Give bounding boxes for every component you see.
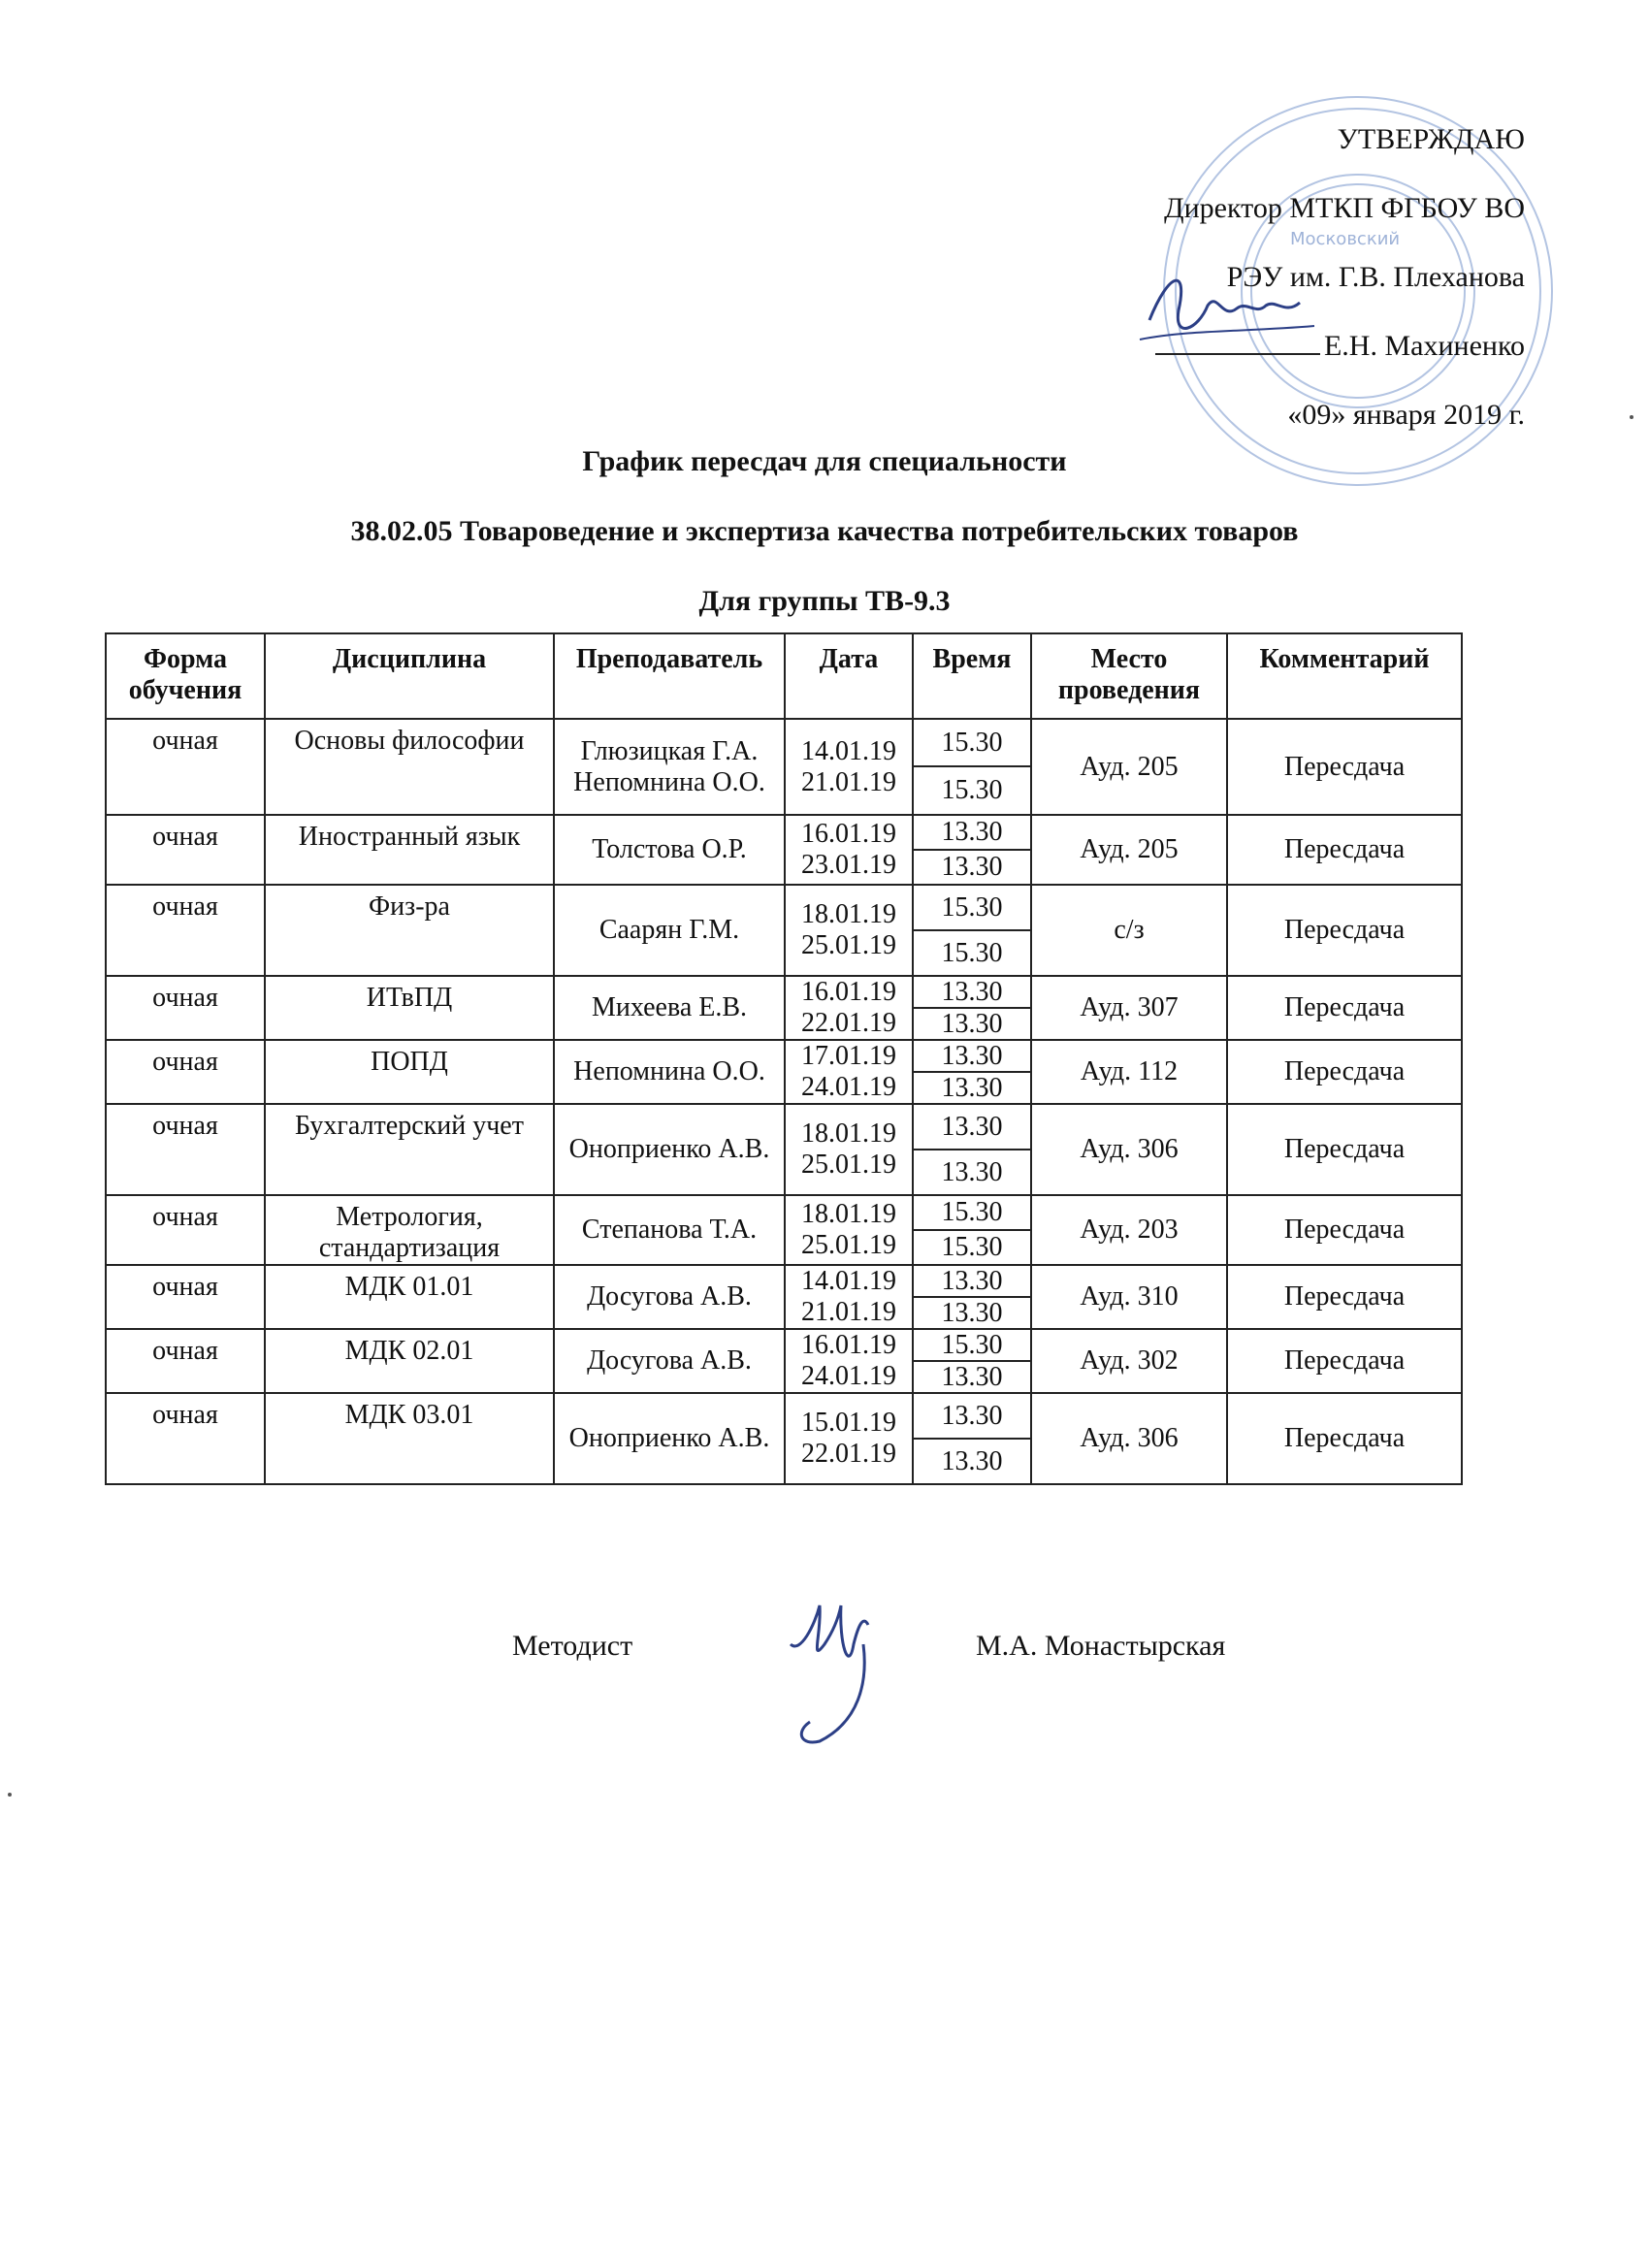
cell-time: 13.30 — [913, 1265, 1031, 1297]
cell-date — [785, 719, 913, 815]
date-first: 18.01.19 — [801, 1199, 896, 1229]
cell-date — [785, 1040, 913, 1104]
cell-teacher: Досугова А.В. — [554, 1265, 785, 1329]
cell-time: 13.30 — [913, 1104, 1031, 1150]
cell-form: очная — [106, 885, 265, 976]
column-header: Дата — [785, 633, 913, 719]
specialty-title: 38.02.05 Товароведение и экспертиза качества потребительских товаров — [350, 515, 1299, 547]
cell-discipline: Иностранный язык — [265, 815, 554, 885]
cell-teacher: Оноприенко А.В. — [554, 1393, 785, 1484]
date-second: 25.01.19 — [801, 930, 896, 960]
date-first: 18.01.19 — [801, 1118, 896, 1149]
column-header: Место проведения — [1031, 633, 1227, 719]
date-first: 16.01.19 — [801, 819, 896, 849]
cell-form: очная — [106, 1393, 265, 1484]
cell-discipline: ПОПД — [265, 1040, 554, 1104]
cell-teacher: Непомнина О.О. — [554, 1040, 785, 1104]
cell-comment: Пересдача — [1227, 885, 1462, 976]
date-first: 16.01.19 — [801, 977, 896, 1007]
cell-discipline: МДК 02.01 — [265, 1329, 554, 1393]
cell-teacher: Толстова О.Р. — [554, 815, 785, 885]
methodist-signature — [781, 1586, 907, 1751]
cell-discipline: Метрология, стандартизация — [265, 1195, 554, 1265]
cell-form: очная — [106, 1104, 265, 1195]
cell-time: 13.30 — [913, 976, 1031, 1008]
cell-date — [785, 1195, 913, 1265]
column-header: Время — [913, 633, 1031, 719]
cell-date — [785, 1265, 913, 1329]
cell-place: Ауд. 307 — [1031, 976, 1227, 1040]
cell-discipline: ИТвПД — [265, 976, 554, 1040]
cell-time: 13.30 — [913, 1361, 1031, 1393]
cell-time: 13.30 — [913, 850, 1031, 885]
cell-place: Ауд. 306 — [1031, 1393, 1227, 1484]
cell-date — [785, 1329, 913, 1393]
cell-teacher: Глюзицкая Г.А. Непомнина О.О. — [554, 719, 785, 815]
scan-speck — [8, 1793, 12, 1797]
approval-signer-name: Е.Н. Махиненко — [1323, 330, 1525, 362]
document-titles — [0, 427, 1649, 636]
cell-comment: Пересдача — [1227, 815, 1462, 885]
cell-comment: Пересдача — [1227, 719, 1462, 815]
table-row — [106, 1393, 1462, 1439]
cell-discipline: Физ-ра — [265, 885, 554, 976]
cell-time: 15.30 — [913, 885, 1031, 930]
cell-place: с/з — [1031, 885, 1227, 976]
cell-place: Ауд. 306 — [1031, 1104, 1227, 1195]
table-row — [106, 815, 1462, 850]
date-first: 17.01.19 — [801, 1041, 896, 1071]
approval-date: «09» января 2019 г. — [1287, 399, 1525, 431]
date-second: 24.01.19 — [801, 1361, 896, 1391]
cell-date — [785, 1393, 913, 1484]
cell-time: 13.30 — [913, 1393, 1031, 1439]
table-row — [106, 1329, 1462, 1361]
cell-teacher: Михеева Е.В. — [554, 976, 785, 1040]
table-row — [106, 976, 1462, 1008]
cell-time: 15.30 — [913, 930, 1031, 976]
date-second: 25.01.19 — [801, 1230, 896, 1260]
document-title: График пересдач для специальности — [582, 445, 1067, 477]
cell-time: 13.30 — [913, 1008, 1031, 1040]
cell-comment: Пересдача — [1227, 1195, 1462, 1265]
date-second: 21.01.19 — [801, 766, 896, 797]
table-row — [106, 1104, 1462, 1150]
cell-comment: Пересдача — [1227, 1329, 1462, 1393]
table-row — [106, 719, 1462, 766]
column-header: Дисциплина — [265, 633, 554, 719]
cell-discipline: МДК 03.01 — [265, 1393, 554, 1484]
date-first: 14.01.19 — [801, 1266, 896, 1296]
cell-time: 13.30 — [913, 1439, 1031, 1484]
methodist-role: Методист — [512, 1630, 633, 1662]
cell-place: Ауд. 310 — [1031, 1265, 1227, 1329]
cell-form: очная — [106, 719, 265, 815]
cell-time: 13.30 — [913, 815, 1031, 850]
table-header-row — [106, 633, 1462, 719]
group-title: Для группы ТВ-9.3 — [698, 585, 951, 617]
stamp-text: Московский — [1290, 229, 1401, 249]
cell-place: Ауд. 302 — [1031, 1329, 1227, 1393]
cell-time: 13.30 — [913, 1072, 1031, 1104]
cell-form: очная — [106, 1265, 265, 1329]
cell-place: Ауд. 205 — [1031, 719, 1227, 815]
cell-time: 15.30 — [913, 719, 1031, 766]
approval-heading: УТВЕРЖДАЮ — [1337, 123, 1525, 155]
cell-form: очная — [106, 815, 265, 885]
approval-org: РЭУ им. Г.В. Плеханова — [1226, 261, 1525, 293]
date-first: 18.01.19 — [801, 899, 896, 929]
cell-comment: Пересдача — [1227, 1104, 1462, 1195]
scan-speck — [1630, 415, 1633, 419]
approval-position: Директор МТКП ФГБОУ ВО — [1164, 192, 1525, 224]
table-row — [106, 1040, 1462, 1072]
cell-time: 15.30 — [913, 1195, 1031, 1230]
column-header: Форма обучения — [106, 633, 265, 719]
date-second: 22.01.19 — [801, 1439, 896, 1469]
cell-time: 13.30 — [913, 1297, 1031, 1329]
cell-discipline: МДК 01.01 — [265, 1265, 554, 1329]
cell-date — [785, 815, 913, 885]
cell-form: очная — [106, 976, 265, 1040]
cell-time: 15.30 — [913, 766, 1031, 815]
methodist-name: М.А. Монастырская — [976, 1630, 1226, 1662]
date-second: 24.01.19 — [801, 1072, 896, 1102]
cell-time: 15.30 — [913, 1329, 1031, 1361]
table-row — [106, 1265, 1462, 1297]
cell-comment: Пересдача — [1227, 1393, 1462, 1484]
cell-teacher: Оноприенко А.В. — [554, 1104, 785, 1195]
cell-date — [785, 885, 913, 976]
retake-schedule-table — [105, 632, 1463, 1485]
table-row — [106, 885, 1462, 930]
cell-place: Ауд. 112 — [1031, 1040, 1227, 1104]
cell-discipline: Бухгалтерский учет — [265, 1104, 554, 1195]
cell-teacher: Степанова Т.А. — [554, 1195, 785, 1265]
cell-place: Ауд. 205 — [1031, 815, 1227, 885]
cell-form: очная — [106, 1040, 265, 1104]
cell-comment: Пересдача — [1227, 976, 1462, 1040]
table-row — [106, 1195, 1462, 1230]
director-signature — [1130, 262, 1324, 369]
cell-form: очная — [106, 1329, 265, 1393]
date-first: 14.01.19 — [801, 735, 896, 766]
cell-teacher: Саарян Г.М. — [554, 885, 785, 976]
cell-time: 15.30 — [913, 1230, 1031, 1265]
cell-comment: Пересдача — [1227, 1265, 1462, 1329]
cell-time: 13.30 — [913, 1040, 1031, 1072]
date-second: 23.01.19 — [801, 850, 896, 880]
date-second: 25.01.19 — [801, 1150, 896, 1180]
date-second: 22.01.19 — [801, 1008, 896, 1038]
cell-time: 13.30 — [913, 1150, 1031, 1195]
cell-teacher: Досугова А.В. — [554, 1329, 785, 1393]
date-first: 15.01.19 — [801, 1408, 896, 1438]
column-header: Преподаватель — [554, 633, 785, 719]
date-second: 21.01.19 — [801, 1297, 896, 1327]
cell-form: очная — [106, 1195, 265, 1265]
date-first: 16.01.19 — [801, 1330, 896, 1360]
cell-place: Ауд. 203 — [1031, 1195, 1227, 1265]
cell-date — [785, 1104, 913, 1195]
cell-comment: Пересдача — [1227, 1040, 1462, 1104]
cell-date — [785, 976, 913, 1040]
cell-discipline: Основы философии — [265, 719, 554, 815]
column-header: Комментарий — [1227, 633, 1462, 719]
